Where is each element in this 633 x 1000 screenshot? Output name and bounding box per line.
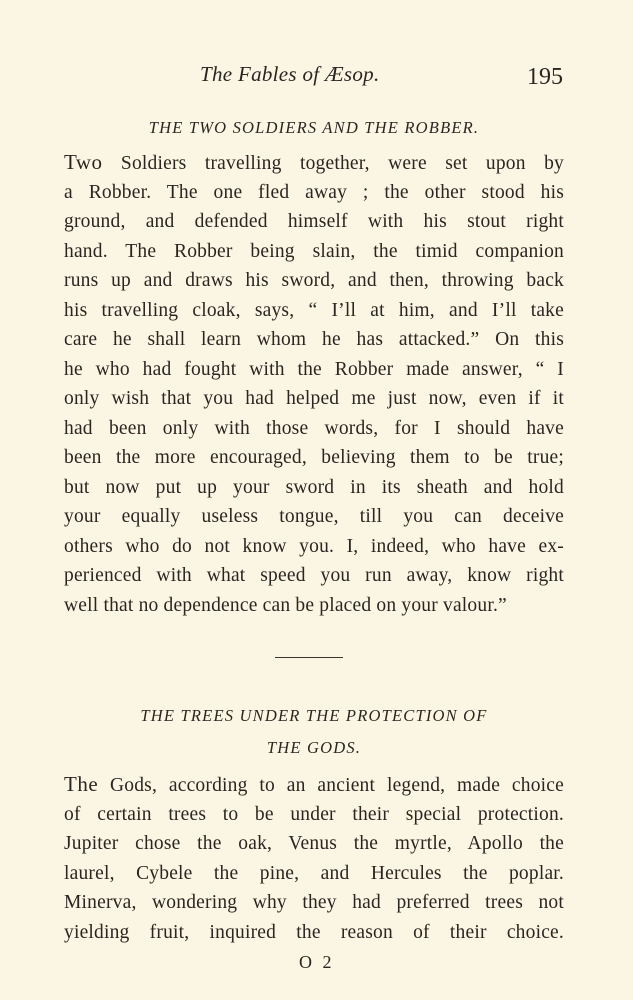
page-number: 195 xyxy=(527,64,563,90)
text-line: Minerva, wondering why they had preferred trees not xyxy=(64,892,564,913)
text-line: had been only with those words, for I should have xyxy=(64,417,564,439)
text-line-body: Soldiers travelling together, were set upon by xyxy=(102,153,564,174)
fable-title-line: THE TREES UNDER THE PROTECTION OF xyxy=(140,706,488,725)
text-line: hand. The Robber being slain, the timid companion xyxy=(64,240,564,262)
signature-mark: O 2 xyxy=(299,952,335,972)
text-line: a Robber. The one fled away ; the other stood his xyxy=(64,181,564,203)
fable-title-line: THE GODS. xyxy=(266,738,362,757)
text-line: ground, and defended himself with his stout right xyxy=(64,211,564,232)
text-line: been the more encouraged, believing them to be true; xyxy=(64,447,564,468)
fable-text-trees xyxy=(64,770,564,947)
running-title: The Fables of Æsop. xyxy=(200,62,380,86)
text-line: well that no dependence can be placed on your valour.” xyxy=(64,594,507,616)
text-line xyxy=(64,770,564,800)
text-line: he who had fought with the Robber made answer, “ I xyxy=(64,358,564,380)
text-line: your equally useless tongue, till you can deceive xyxy=(64,506,564,527)
text-line: care he shall learn whom he has attacked.” On this xyxy=(64,329,564,350)
fable-title-trees xyxy=(64,700,564,764)
text-line-body: Gods, according to an ancient legend, made choice xyxy=(98,775,564,796)
text-line: perienced with what speed you run away, know right xyxy=(64,565,564,586)
fable-text-two-soldiers xyxy=(64,148,564,620)
text-line: Jupiter chose the oak, Venus the myrtle, Apollo the xyxy=(64,833,564,854)
text-line: his travelling cloak, says, “ I’ll at him, and I’ll take xyxy=(64,299,564,321)
section-divider xyxy=(275,657,343,658)
fable-title-two-soldiers: THE TWO SOLDIERS AND THE ROBBER. xyxy=(148,118,480,137)
text-line: runs up and draws his sword, and then, throwing back xyxy=(64,270,564,291)
drop-cap-word: Two xyxy=(64,150,103,174)
text-line: laurel, Cybele the pine, and Hercules the poplar. xyxy=(64,862,564,884)
text-line: but now put up your sword in its sheath and hold xyxy=(64,476,564,498)
text-line: yielding fruit, inquired the reason of their choice. xyxy=(64,921,564,943)
text-line: others who do not know you. I, indeed, who have ex- xyxy=(64,535,564,557)
text-line: only wish that you had helped me just now, even if it xyxy=(64,388,564,409)
drop-cap-word: The xyxy=(64,772,99,796)
running-head xyxy=(0,58,633,94)
text-line: of certain trees to be under their special protection. xyxy=(64,803,564,825)
text-line xyxy=(64,148,564,178)
